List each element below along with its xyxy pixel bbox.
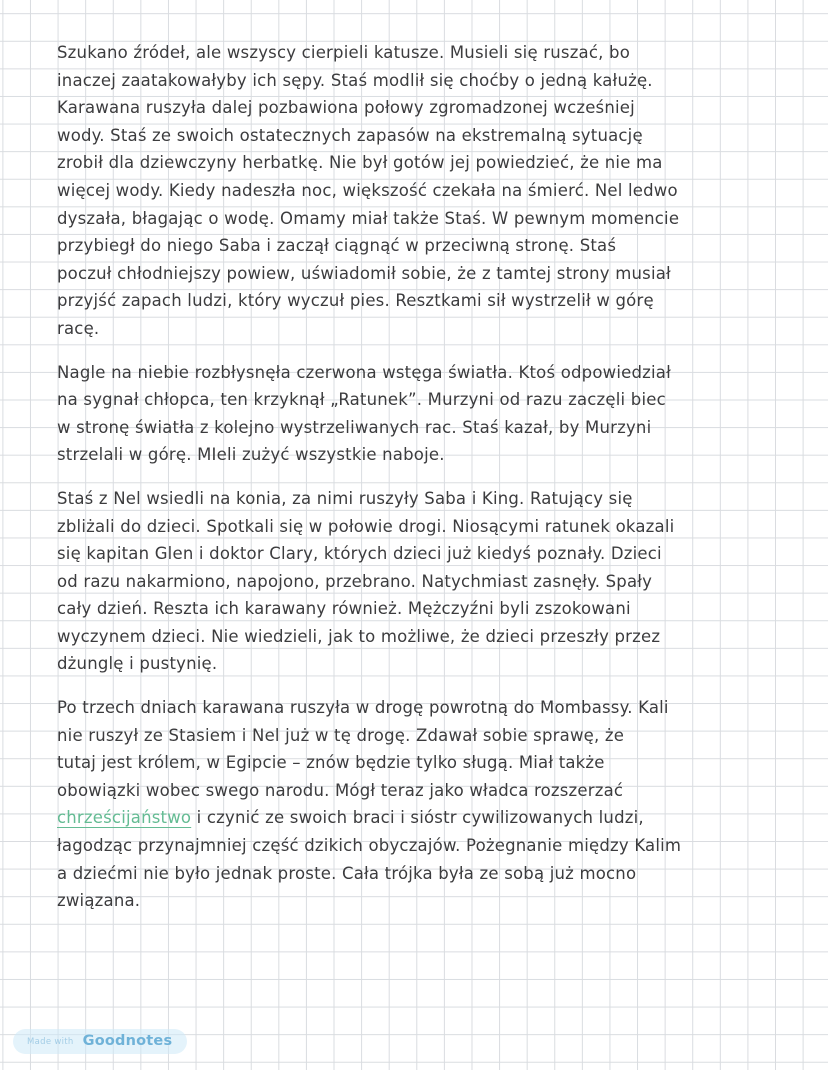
text-line: Nagle na niebie rozbłysnęła czerwona wstęga światła. Ktoś odpowiedział <box>57 362 671 382</box>
text-line: wody. Staś ze swoich ostatecznych zapasów na ekstremalną sytuację <box>57 125 643 145</box>
text-line: Szukano źródeł, ale wszyscy cierpieli katusze. Musieli się ruszać, bo <box>57 43 631 62</box>
text-line: dżunglę i pustynię. <box>57 654 218 674</box>
watermark-made-with-label: Made with <box>27 1037 74 1047</box>
text-line: obowiązki wobec swego narodu. Mógł teraz jako władca rozszerzać <box>57 780 624 800</box>
text-line: nie ruszył ze Stasiem i Nel już w tę drogę. Zdawał sobie sprawę, że <box>57 725 625 745</box>
text-line: Staś z Nel wsiedli na konia, za nimi ruszyły Saba i King. Ratujący się <box>57 488 633 508</box>
text-line: a dziećmi nie było jednak proste. Cała trójka była ze sobą już mocno <box>57 863 637 883</box>
text-line: zbliżali do dzieci. Spotkali się w połowie drogi. Niosącymi ratunek okazali <box>57 516 675 536</box>
text-line: inaczej zaatakowałyby ich sępy. Staś modlił się choćby o jedną kałużę. <box>57 70 653 90</box>
text-line: przybiegł do niego Saba i zaczął ciągnąć w przeciwną stronę. Staś <box>57 236 617 256</box>
goodnotes-logo: Goodnotes <box>82 1033 173 1049</box>
text-line: się kapitan Glen i doktor Clary, których dzieci już kiedyś poznały. Dzieci <box>57 544 662 564</box>
link-chrzescijanstwo[interactable]: chrześcijaństwo <box>57 808 192 828</box>
text-line: wyczynem dzieci. Nie wiedzieli, jak to możliwe, że dzieci przeszły przez <box>57 626 661 646</box>
text-line: Karawana ruszyła dalej pozbawiona połowy zgromadzonej wcześniej <box>57 98 635 118</box>
text-segment: i czynić ze swoich braci i sióstr cywilizowanych ludzi, <box>191 808 644 828</box>
text-line: więcej wody. Kiedy nadeszła noc, większość czekała na śmierć. Nel ledwo <box>57 180 678 200</box>
text-line: Po trzech dniach karawana ruszyła w drogę powrotną do Mombassy. Kali <box>57 698 669 718</box>
text-line <box>57 804 787 832</box>
paragraph <box>57 694 787 915</box>
text-line: strzelali w górę. MIeli zużyć wszystkie naboje. <box>57 445 445 465</box>
text-line: zrobił dla dziewczyny herbatkę. Nie był gotów jej powiedzieć, że nie ma <box>57 153 663 173</box>
paragraph <box>57 485 787 678</box>
text-line: cały dzień. Reszta ich karawany również. Mężczyźni byli zszokowani <box>57 599 631 619</box>
text-line: tutaj jest królem, w Egipcie – znów będzie tylko sługą. Miał także <box>57 753 605 773</box>
text-line: związana. <box>57 891 141 911</box>
text-line: na sygnał chłopca, ten krzyknął „Ratunek”. Murzyni od razu zaczęli biec <box>57 390 666 410</box>
text-line: od razu nakarmiono, napojono, przebrano. Natychmiast zasnęły. Spały <box>57 571 653 591</box>
text-line: łagodząc przynajmniej część dzikich obyczajów. Pożegnanie między Kalim <box>57 836 682 856</box>
text-line: przyjść zapach ludzi, który wyczuł pies. Resztkami sił wystrzelił w górę <box>57 291 654 311</box>
paragraph <box>57 359 787 469</box>
text-line: w stronę światła z kolejno wystrzeliwanych rac. Staś kazał, by Murzyni <box>57 417 652 437</box>
paragraph <box>57 39 787 343</box>
text-line: racę. <box>57 318 100 338</box>
note-text <box>57 39 787 915</box>
text-line: poczuł chłodniejszy powiew, uświadomił sobie, że z tamtej strony musiał <box>57 263 671 283</box>
text-line: dyszała, błagając o wodę. Omamy miał także Staś. W pewnym momencie <box>57 208 680 228</box>
goodnotes-watermark[interactable] <box>13 1029 187 1054</box>
